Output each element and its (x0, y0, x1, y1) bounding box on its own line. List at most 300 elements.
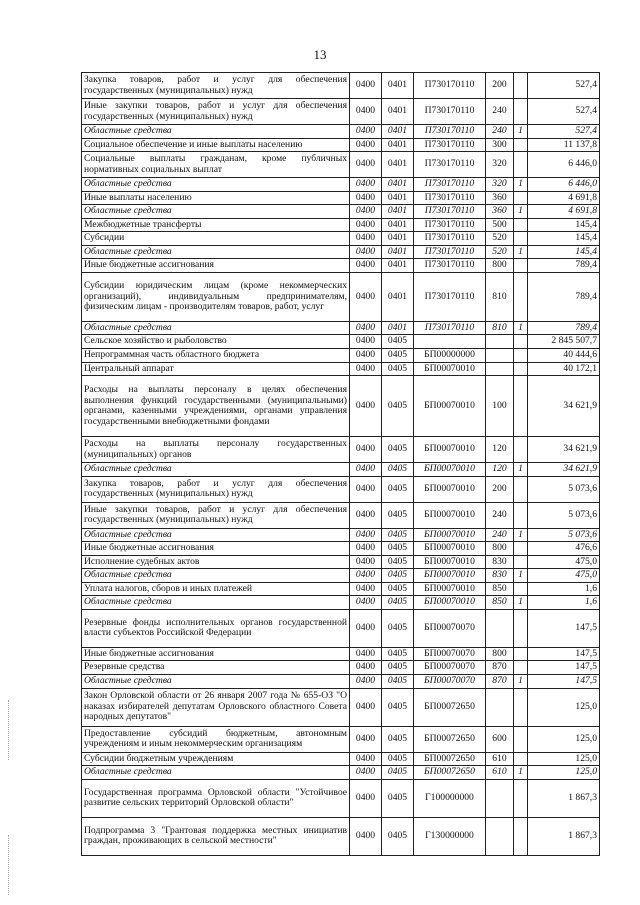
budget-table-body (82, 73, 600, 856)
amount-cell: 147,5 (528, 609, 600, 647)
table-row-regional-funds (82, 205, 600, 219)
target-article-cell: Г130000000 (414, 817, 486, 855)
target-article-cell: БП00072650 (414, 752, 486, 766)
target-article-cell: П730170110 (414, 218, 486, 232)
expense-type-cell: 800 (486, 259, 514, 273)
row-name-cell: Областные средства (82, 463, 350, 477)
subsection-code-cell: 0401 (382, 73, 414, 99)
table-row-regional-funds (82, 596, 600, 610)
amount-cell: 476,6 (528, 542, 600, 556)
target-article-cell: БП00070010 (414, 569, 486, 583)
subsection-code-cell: 0401 (382, 205, 414, 219)
amount-cell: 1,6 (528, 582, 600, 596)
row-name-cell: Сельское хозяйство и рыболовство (82, 335, 350, 349)
subsection-code-cell: 0405 (382, 661, 414, 675)
target-article-cell: БП00070010 (414, 502, 486, 528)
row-name-cell: Областные средства (82, 766, 350, 780)
section-code-cell: 0400 (350, 191, 382, 205)
section-code-cell: 0400 (350, 609, 382, 647)
subsection-code-cell: 0405 (382, 555, 414, 569)
table-row (82, 688, 600, 726)
funding-source-cell (514, 335, 528, 349)
expense-type-cell (486, 609, 514, 647)
funding-source-cell: 1 (514, 321, 528, 335)
subsection-code-cell: 0405 (382, 766, 414, 780)
table-row (82, 349, 600, 363)
section-code-cell: 0400 (350, 232, 382, 246)
section-code-cell: 0400 (350, 362, 382, 376)
subsection-code-cell: 0405 (382, 542, 414, 556)
row-name-cell: Иные бюджетные ассигнования (82, 542, 350, 556)
funding-source-cell: 1 (514, 528, 528, 542)
target-article-cell (414, 335, 486, 349)
expense-type-cell: 320 (486, 152, 514, 178)
row-name-cell: Государственная программа Орловской области "Устойчивое развитие сельских территорий Орловской области" (82, 779, 350, 817)
table-row-regional-funds (82, 463, 600, 477)
subsection-code-cell: 0401 (382, 178, 414, 192)
table-row (82, 476, 600, 502)
row-name-cell: Расходы на выплаты персоналу государственных (муниципальных) органов (82, 437, 350, 463)
target-article-cell: П730170110 (414, 138, 486, 152)
table-row (82, 609, 600, 647)
row-name-cell: Социальные выплаты гражданам, кроме публичных нормативных социальных выплат (82, 152, 350, 178)
amount-cell: 145,4 (528, 245, 600, 259)
row-name-cell: Субсидии бюджетным учреждениям (82, 752, 350, 766)
funding-source-cell (514, 779, 528, 817)
target-article-cell: БП00072650 (414, 726, 486, 752)
table-row (82, 817, 600, 855)
section-code-cell: 0400 (350, 335, 382, 349)
row-name-cell: Областные средства (82, 596, 350, 610)
subsection-code-cell: 0405 (382, 569, 414, 583)
target-article-cell: БП00070010 (414, 362, 486, 376)
row-name-cell: Областные средства (82, 321, 350, 335)
row-name-cell: Закупка товаров, работ и услуг для обеспечения государственных (муниципальных) нужд (82, 73, 350, 99)
target-article-cell: П730170110 (414, 232, 486, 246)
expense-type-cell (486, 779, 514, 817)
expense-type-cell: 300 (486, 138, 514, 152)
section-code-cell: 0400 (350, 463, 382, 477)
amount-cell: 145,4 (528, 232, 600, 246)
section-code-cell: 0400 (350, 321, 382, 335)
subsection-code-cell: 0405 (382, 362, 414, 376)
row-name-cell: Областные средства (82, 528, 350, 542)
funding-source-cell (514, 555, 528, 569)
expense-type-cell: 830 (486, 569, 514, 583)
row-name-cell: Областные средства (82, 245, 350, 259)
row-name-cell: Резервные фонды исполнительных органов государственной власти субъектов Российской Федерации (82, 609, 350, 647)
subsection-code-cell: 0405 (382, 528, 414, 542)
funding-source-cell: 1 (514, 766, 528, 780)
table-row (82, 502, 600, 528)
section-code-cell: 0400 (350, 555, 382, 569)
funding-source-cell (514, 688, 528, 726)
table-row (82, 726, 600, 752)
section-code-cell: 0400 (350, 437, 382, 463)
row-name-cell: Закупка товаров, работ и услуг для обеспечения государственных (муниципальных) нужд (82, 476, 350, 502)
amount-cell: 147,5 (528, 647, 600, 661)
expense-type-cell: 520 (486, 232, 514, 246)
section-code-cell: 0400 (350, 726, 382, 752)
funding-source-cell: 1 (514, 178, 528, 192)
expense-type-cell: 200 (486, 476, 514, 502)
expense-type-cell: 320 (486, 178, 514, 192)
row-name-cell: Подпрограмма 3 "Грантовая поддержка местных инициатив граждан, проживающих в сельской местности" (82, 817, 350, 855)
funding-source-cell (514, 476, 528, 502)
funding-source-cell: 1 (514, 125, 528, 139)
target-article-cell: БП00000000 (414, 349, 486, 363)
target-article-cell: БП00070010 (414, 582, 486, 596)
subsection-code-cell: 0405 (382, 609, 414, 647)
row-name-cell: Предоставление субсидий бюджетным, автономным учреждениям и иным некоммерческим организациям (82, 726, 350, 752)
target-article-cell: БП00070010 (414, 476, 486, 502)
target-article-cell: П730170110 (414, 73, 486, 99)
target-article-cell: П730170110 (414, 125, 486, 139)
target-article-cell: П730170110 (414, 205, 486, 219)
table-row-regional-funds (82, 178, 600, 192)
section-code-cell: 0400 (350, 349, 382, 363)
target-article-cell: БП00070010 (414, 528, 486, 542)
expense-type-cell: 800 (486, 542, 514, 556)
expense-type-cell (486, 335, 514, 349)
funding-source-cell (514, 99, 528, 125)
target-article-cell: БП00070010 (414, 555, 486, 569)
expense-type-cell: 240 (486, 502, 514, 528)
expense-type-cell: 610 (486, 752, 514, 766)
table-row (82, 152, 600, 178)
table-row (82, 752, 600, 766)
amount-cell: 125,0 (528, 726, 600, 752)
amount-cell: 789,4 (528, 272, 600, 321)
target-article-cell: БП00072650 (414, 766, 486, 780)
funding-source-cell (514, 647, 528, 661)
amount-cell: 125,0 (528, 766, 600, 780)
expense-type-cell: 850 (486, 582, 514, 596)
row-name-cell: Субсидии юридическим лицам (кроме некоммерческих организаций), индивидуальным предпринимателям, физическим лицам - производителям товаров, работ, услуг (82, 272, 350, 321)
amount-cell: 147,5 (528, 661, 600, 675)
amount-cell: 40 172,1 (528, 362, 600, 376)
subsection-code-cell: 0405 (382, 476, 414, 502)
section-code-cell: 0400 (350, 766, 382, 780)
target-article-cell: П730170110 (414, 191, 486, 205)
row-name-cell: Субсидии (82, 232, 350, 246)
section-code-cell: 0400 (350, 647, 382, 661)
funding-source-cell (514, 349, 528, 363)
row-name-cell: Областные средства (82, 178, 350, 192)
funding-source-cell (514, 542, 528, 556)
target-article-cell: БП00070010 (414, 437, 486, 463)
section-code-cell: 0400 (350, 73, 382, 99)
subsection-code-cell: 0405 (382, 349, 414, 363)
target-article-cell: П730170110 (414, 245, 486, 259)
funding-source-cell (514, 502, 528, 528)
amount-cell: 1,6 (528, 596, 600, 610)
section-code-cell: 0400 (350, 99, 382, 125)
row-name-cell: Иные бюджетные ассигнования (82, 259, 350, 273)
funding-source-cell (514, 752, 528, 766)
amount-cell: 5 073,6 (528, 476, 600, 502)
expense-type-cell: 100 (486, 376, 514, 437)
funding-source-cell (514, 376, 528, 437)
section-code-cell: 0400 (350, 582, 382, 596)
expense-type-cell: 360 (486, 205, 514, 219)
scan-margin-marks-lower (8, 835, 11, 895)
amount-cell: 475,0 (528, 555, 600, 569)
expense-type-cell: 120 (486, 463, 514, 477)
expense-type-cell: 870 (486, 661, 514, 675)
subsection-code-cell: 0401 (382, 99, 414, 125)
subsection-code-cell: 0405 (382, 502, 414, 528)
subsection-code-cell: 0401 (382, 272, 414, 321)
funding-source-cell: 1 (514, 205, 528, 219)
table-row (82, 191, 600, 205)
subsection-code-cell: 0405 (382, 817, 414, 855)
amount-cell: 11 137,8 (528, 138, 600, 152)
row-name-cell: Исполнение судебных актов (82, 555, 350, 569)
table-row (82, 138, 600, 152)
subsection-code-cell: 0405 (382, 688, 414, 726)
amount-cell: 1 867,3 (528, 817, 600, 855)
amount-cell: 145,4 (528, 218, 600, 232)
funding-source-cell (514, 272, 528, 321)
subsection-code-cell: 0401 (382, 259, 414, 273)
expense-type-cell: 500 (486, 218, 514, 232)
expense-type-cell: 830 (486, 555, 514, 569)
funding-source-cell (514, 152, 528, 178)
section-code-cell: 0400 (350, 476, 382, 502)
subsection-code-cell: 0405 (382, 675, 414, 689)
budget-table (81, 72, 600, 856)
expense-type-cell (486, 688, 514, 726)
row-name-cell: Резервные средства (82, 661, 350, 675)
amount-cell: 5 073,6 (528, 502, 600, 528)
section-code-cell: 0400 (350, 125, 382, 139)
row-name-cell: Социальное обеспечение и иные выплаты населению (82, 138, 350, 152)
table-row (82, 335, 600, 349)
expense-type-cell: 200 (486, 73, 514, 99)
funding-source-cell: 1 (514, 596, 528, 610)
target-article-cell: БП00072650 (414, 688, 486, 726)
table-row (82, 259, 600, 273)
row-name-cell: Уплата налогов, сборов и иных платежей (82, 582, 350, 596)
amount-cell: 789,4 (528, 259, 600, 273)
row-name-cell: Расходы на выплаты персоналу в целях обеспечения выполнения функций государственными (муниципальными) органами, казенными учреждениями, органами управления государственными внебюджетными фондами (82, 376, 350, 437)
section-code-cell: 0400 (350, 178, 382, 192)
funding-source-cell: 1 (514, 675, 528, 689)
subsection-code-cell: 0405 (382, 582, 414, 596)
section-code-cell: 0400 (350, 218, 382, 232)
subsection-code-cell: 0401 (382, 321, 414, 335)
amount-cell: 125,0 (528, 688, 600, 726)
subsection-code-cell: 0401 (382, 232, 414, 246)
row-name-cell: Закон Орловской области от 26 января 2007 года № 655-ОЗ "О наказах избирателей депутатам Орловского областного Совета народных депутатов" (82, 688, 350, 726)
target-article-cell: П730170110 (414, 99, 486, 125)
subsection-code-cell: 0405 (382, 779, 414, 817)
row-name-cell: Иные закупки товаров, работ и услуг для обеспечения государственных (муниципальных) нужд (82, 99, 350, 125)
expense-type-cell: 240 (486, 125, 514, 139)
amount-cell: 527,4 (528, 73, 600, 99)
funding-source-cell (514, 609, 528, 647)
target-article-cell: Г100000000 (414, 779, 486, 817)
funding-source-cell (514, 726, 528, 752)
table-row (82, 437, 600, 463)
subsection-code-cell: 0405 (382, 463, 414, 477)
amount-cell: 40 444,6 (528, 349, 600, 363)
funding-source-cell: 1 (514, 245, 528, 259)
section-code-cell: 0400 (350, 542, 382, 556)
amount-cell: 147,5 (528, 675, 600, 689)
table-row (82, 99, 600, 125)
subsection-code-cell: 0401 (382, 152, 414, 178)
row-name-cell: Областные средства (82, 569, 350, 583)
expense-type-cell: 850 (486, 596, 514, 610)
section-code-cell: 0400 (350, 675, 382, 689)
expense-type-cell: 240 (486, 528, 514, 542)
target-article-cell: БП00070010 (414, 596, 486, 610)
target-article-cell: БП00070070 (414, 647, 486, 661)
funding-source-cell (514, 362, 528, 376)
row-name-cell: Иные бюджетные ассигнования (82, 647, 350, 661)
table-row (82, 73, 600, 99)
amount-cell: 34 621,9 (528, 463, 600, 477)
table-row (82, 362, 600, 376)
expense-type-cell: 810 (486, 321, 514, 335)
subsection-code-cell: 0405 (382, 376, 414, 437)
subsection-code-cell: 0401 (382, 218, 414, 232)
subsection-code-cell: 0401 (382, 125, 414, 139)
table-row-regional-funds (82, 675, 600, 689)
amount-cell: 2 845 507,7 (528, 335, 600, 349)
amount-cell: 1 867,3 (528, 779, 600, 817)
table-row (82, 779, 600, 817)
amount-cell: 789,4 (528, 321, 600, 335)
funding-source-cell: 1 (514, 463, 528, 477)
funding-source-cell (514, 218, 528, 232)
funding-source-cell (514, 73, 528, 99)
subsection-code-cell: 0405 (382, 596, 414, 610)
table-row-regional-funds (82, 321, 600, 335)
row-name-cell: Областные средства (82, 675, 350, 689)
target-article-cell: П730170110 (414, 152, 486, 178)
expense-type-cell (486, 362, 514, 376)
section-code-cell: 0400 (350, 569, 382, 583)
amount-cell: 527,4 (528, 125, 600, 139)
row-name-cell: Иные закупки товаров, работ и услуг для обеспечения государственных (муниципальных) нужд (82, 502, 350, 528)
target-article-cell: П730170110 (414, 178, 486, 192)
funding-source-cell (514, 661, 528, 675)
row-name-cell: Центральный аппарат (82, 362, 350, 376)
table-row-regional-funds (82, 125, 600, 139)
target-article-cell: БП00070070 (414, 661, 486, 675)
section-code-cell: 0400 (350, 661, 382, 675)
expense-type-cell (486, 349, 514, 363)
section-code-cell: 0400 (350, 272, 382, 321)
funding-source-cell (514, 582, 528, 596)
funding-source-cell (514, 437, 528, 463)
target-article-cell: П730170110 (414, 272, 486, 321)
expense-type-cell: 600 (486, 726, 514, 752)
scan-margin-marks (8, 700, 11, 760)
section-code-cell: 0400 (350, 152, 382, 178)
table-row-regional-funds (82, 245, 600, 259)
amount-cell: 475,0 (528, 569, 600, 583)
table-row (82, 647, 600, 661)
section-code-cell: 0400 (350, 502, 382, 528)
subsection-code-cell: 0405 (382, 752, 414, 766)
funding-source-cell (514, 138, 528, 152)
target-article-cell: БП00070070 (414, 675, 486, 689)
amount-cell: 125,0 (528, 752, 600, 766)
section-code-cell: 0400 (350, 779, 382, 817)
table-row (82, 542, 600, 556)
section-code-cell: 0400 (350, 205, 382, 219)
section-code-cell: 0400 (350, 752, 382, 766)
target-article-cell: П730170110 (414, 321, 486, 335)
table-row-regional-funds (82, 766, 600, 780)
funding-source-cell: 1 (514, 569, 528, 583)
expense-type-cell: 240 (486, 99, 514, 125)
expense-type-cell: 810 (486, 272, 514, 321)
expense-type-cell: 120 (486, 437, 514, 463)
row-name-cell: Областные средства (82, 205, 350, 219)
subsection-code-cell: 0401 (382, 138, 414, 152)
table-row (82, 555, 600, 569)
amount-cell: 6 446,0 (528, 178, 600, 192)
section-code-cell: 0400 (350, 688, 382, 726)
amount-cell: 34 621,9 (528, 376, 600, 437)
target-article-cell: БП00070070 (414, 609, 486, 647)
amount-cell: 4 691,8 (528, 205, 600, 219)
funding-source-cell (514, 191, 528, 205)
table-row (82, 218, 600, 232)
subsection-code-cell: 0405 (382, 726, 414, 752)
table-row (82, 582, 600, 596)
target-article-cell: БП00070010 (414, 376, 486, 437)
table-row-regional-funds (82, 528, 600, 542)
section-code-cell: 0400 (350, 596, 382, 610)
amount-cell: 4 691,8 (528, 191, 600, 205)
table-row (82, 232, 600, 246)
table-row (82, 661, 600, 675)
target-article-cell: БП00070010 (414, 542, 486, 556)
row-name-cell: Иные выплаты населению (82, 191, 350, 205)
table-row (82, 272, 600, 321)
section-code-cell: 0400 (350, 528, 382, 542)
section-code-cell: 0400 (350, 245, 382, 259)
amount-cell: 527,4 (528, 99, 600, 125)
table-row (82, 376, 600, 437)
row-name-cell: Областные средства (82, 125, 350, 139)
section-code-cell: 0400 (350, 376, 382, 437)
section-code-cell: 0400 (350, 259, 382, 273)
expense-type-cell: 870 (486, 675, 514, 689)
amount-cell: 6 446,0 (528, 152, 600, 178)
section-code-cell: 0400 (350, 138, 382, 152)
amount-cell: 34 621,9 (528, 437, 600, 463)
row-name-cell: Непрограммная часть областного бюджета (82, 349, 350, 363)
page-number: 13 (313, 47, 327, 62)
row-name-cell: Межбюджетные трансферты (82, 218, 350, 232)
subsection-code-cell: 0405 (382, 335, 414, 349)
expense-type-cell: 360 (486, 191, 514, 205)
subsection-code-cell: 0405 (382, 647, 414, 661)
funding-source-cell (514, 817, 528, 855)
target-article-cell: П730170110 (414, 259, 486, 273)
section-code-cell: 0400 (350, 817, 382, 855)
expense-type-cell: 800 (486, 647, 514, 661)
table-row-regional-funds (82, 569, 600, 583)
subsection-code-cell: 0405 (382, 437, 414, 463)
